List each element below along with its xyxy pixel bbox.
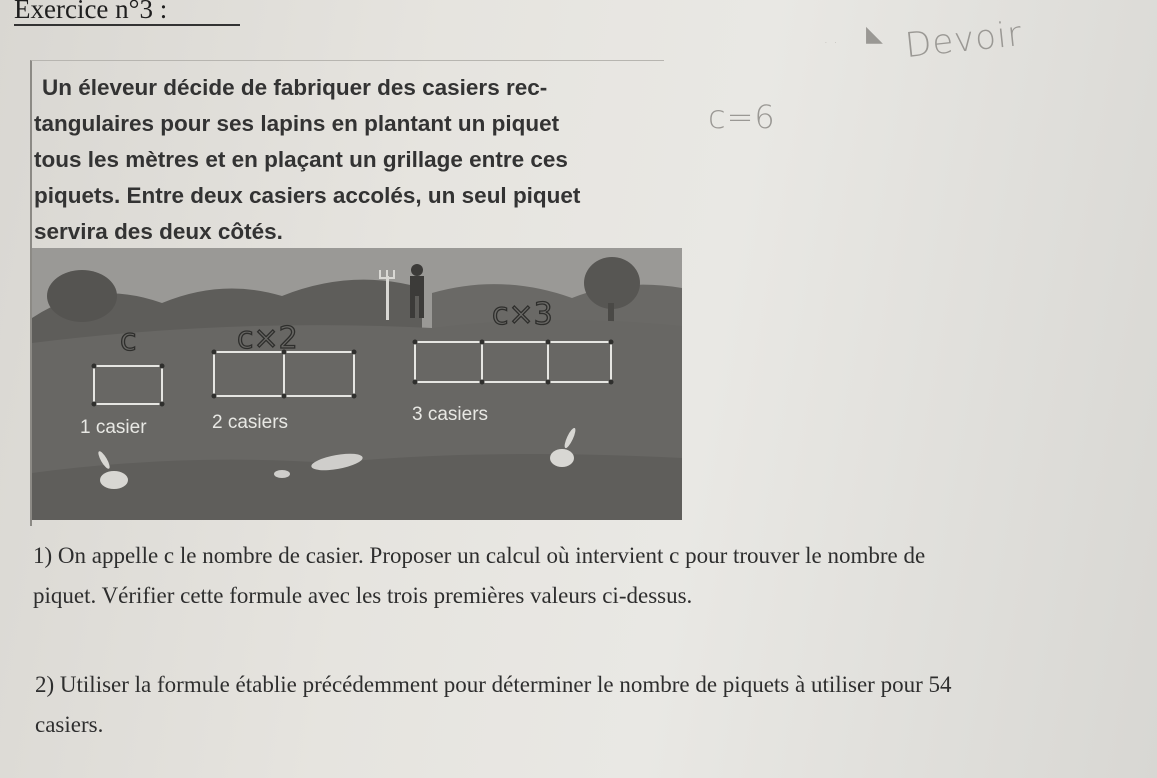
question-1-line-2: piquet. Vérifier cette formule avec les trois premières valeurs ci-dessus. [33, 583, 693, 608]
tree-left [47, 270, 117, 322]
question-1-line-1: 1) On appelle c le nombre de casier. Proposer un calcul où intervient c pour trouver le nombre de [33, 543, 926, 568]
question-2-line-1: 2) Utiliser la formule établie précédemment pour déterminer le nombre de piquets à utiliser pour 54 [35, 672, 952, 697]
handwritten-devoir: Devoir [903, 13, 1025, 67]
foreground [32, 454, 682, 520]
label-1-casier: 1 casier [80, 417, 147, 438]
statement-line: servira des deux côtés. [34, 219, 283, 244]
problem-statement [34, 70, 662, 250]
handwritten-c-times-3: c×3 [492, 297, 553, 332]
farmer-leg [419, 296, 424, 318]
exercise-title: Exercice n°3 : [14, 0, 168, 24]
tree-right [584, 257, 640, 309]
handwritten-dots: · · [824, 36, 839, 50]
question-2-line-2: casiers. [35, 712, 104, 737]
label-2-casiers: 2 casiers [212, 412, 289, 433]
farmer-body [410, 276, 424, 296]
title-underline [14, 24, 240, 26]
handwritten-c-equals: c=6 [708, 98, 776, 136]
pitchfork-handle [386, 276, 389, 320]
handwritten-c: c [120, 323, 137, 358]
farmer-leg [410, 296, 415, 318]
statement-line: tous les mètres et en plaçant un grillage entre ces [34, 147, 568, 172]
handwritten-c-times-2: c×2 [237, 321, 298, 356]
rabbit-pens-illustration [32, 248, 682, 520]
statement-line: Un éleveur décide de fabriquer des casiers rec- [42, 75, 548, 100]
tree-trunk [608, 303, 614, 323]
statement-line: tangulaires pour ses lapins en plantant un piquet [34, 111, 560, 136]
farmer-head [411, 264, 423, 276]
label-3-casiers: 3 casiers [412, 404, 489, 425]
statement-line: piquets. Entre deux casiers accolés, un seul piquet [34, 183, 581, 208]
handwritten-arrow-icon: ◣ [866, 22, 884, 47]
illustration-svg [32, 248, 682, 520]
